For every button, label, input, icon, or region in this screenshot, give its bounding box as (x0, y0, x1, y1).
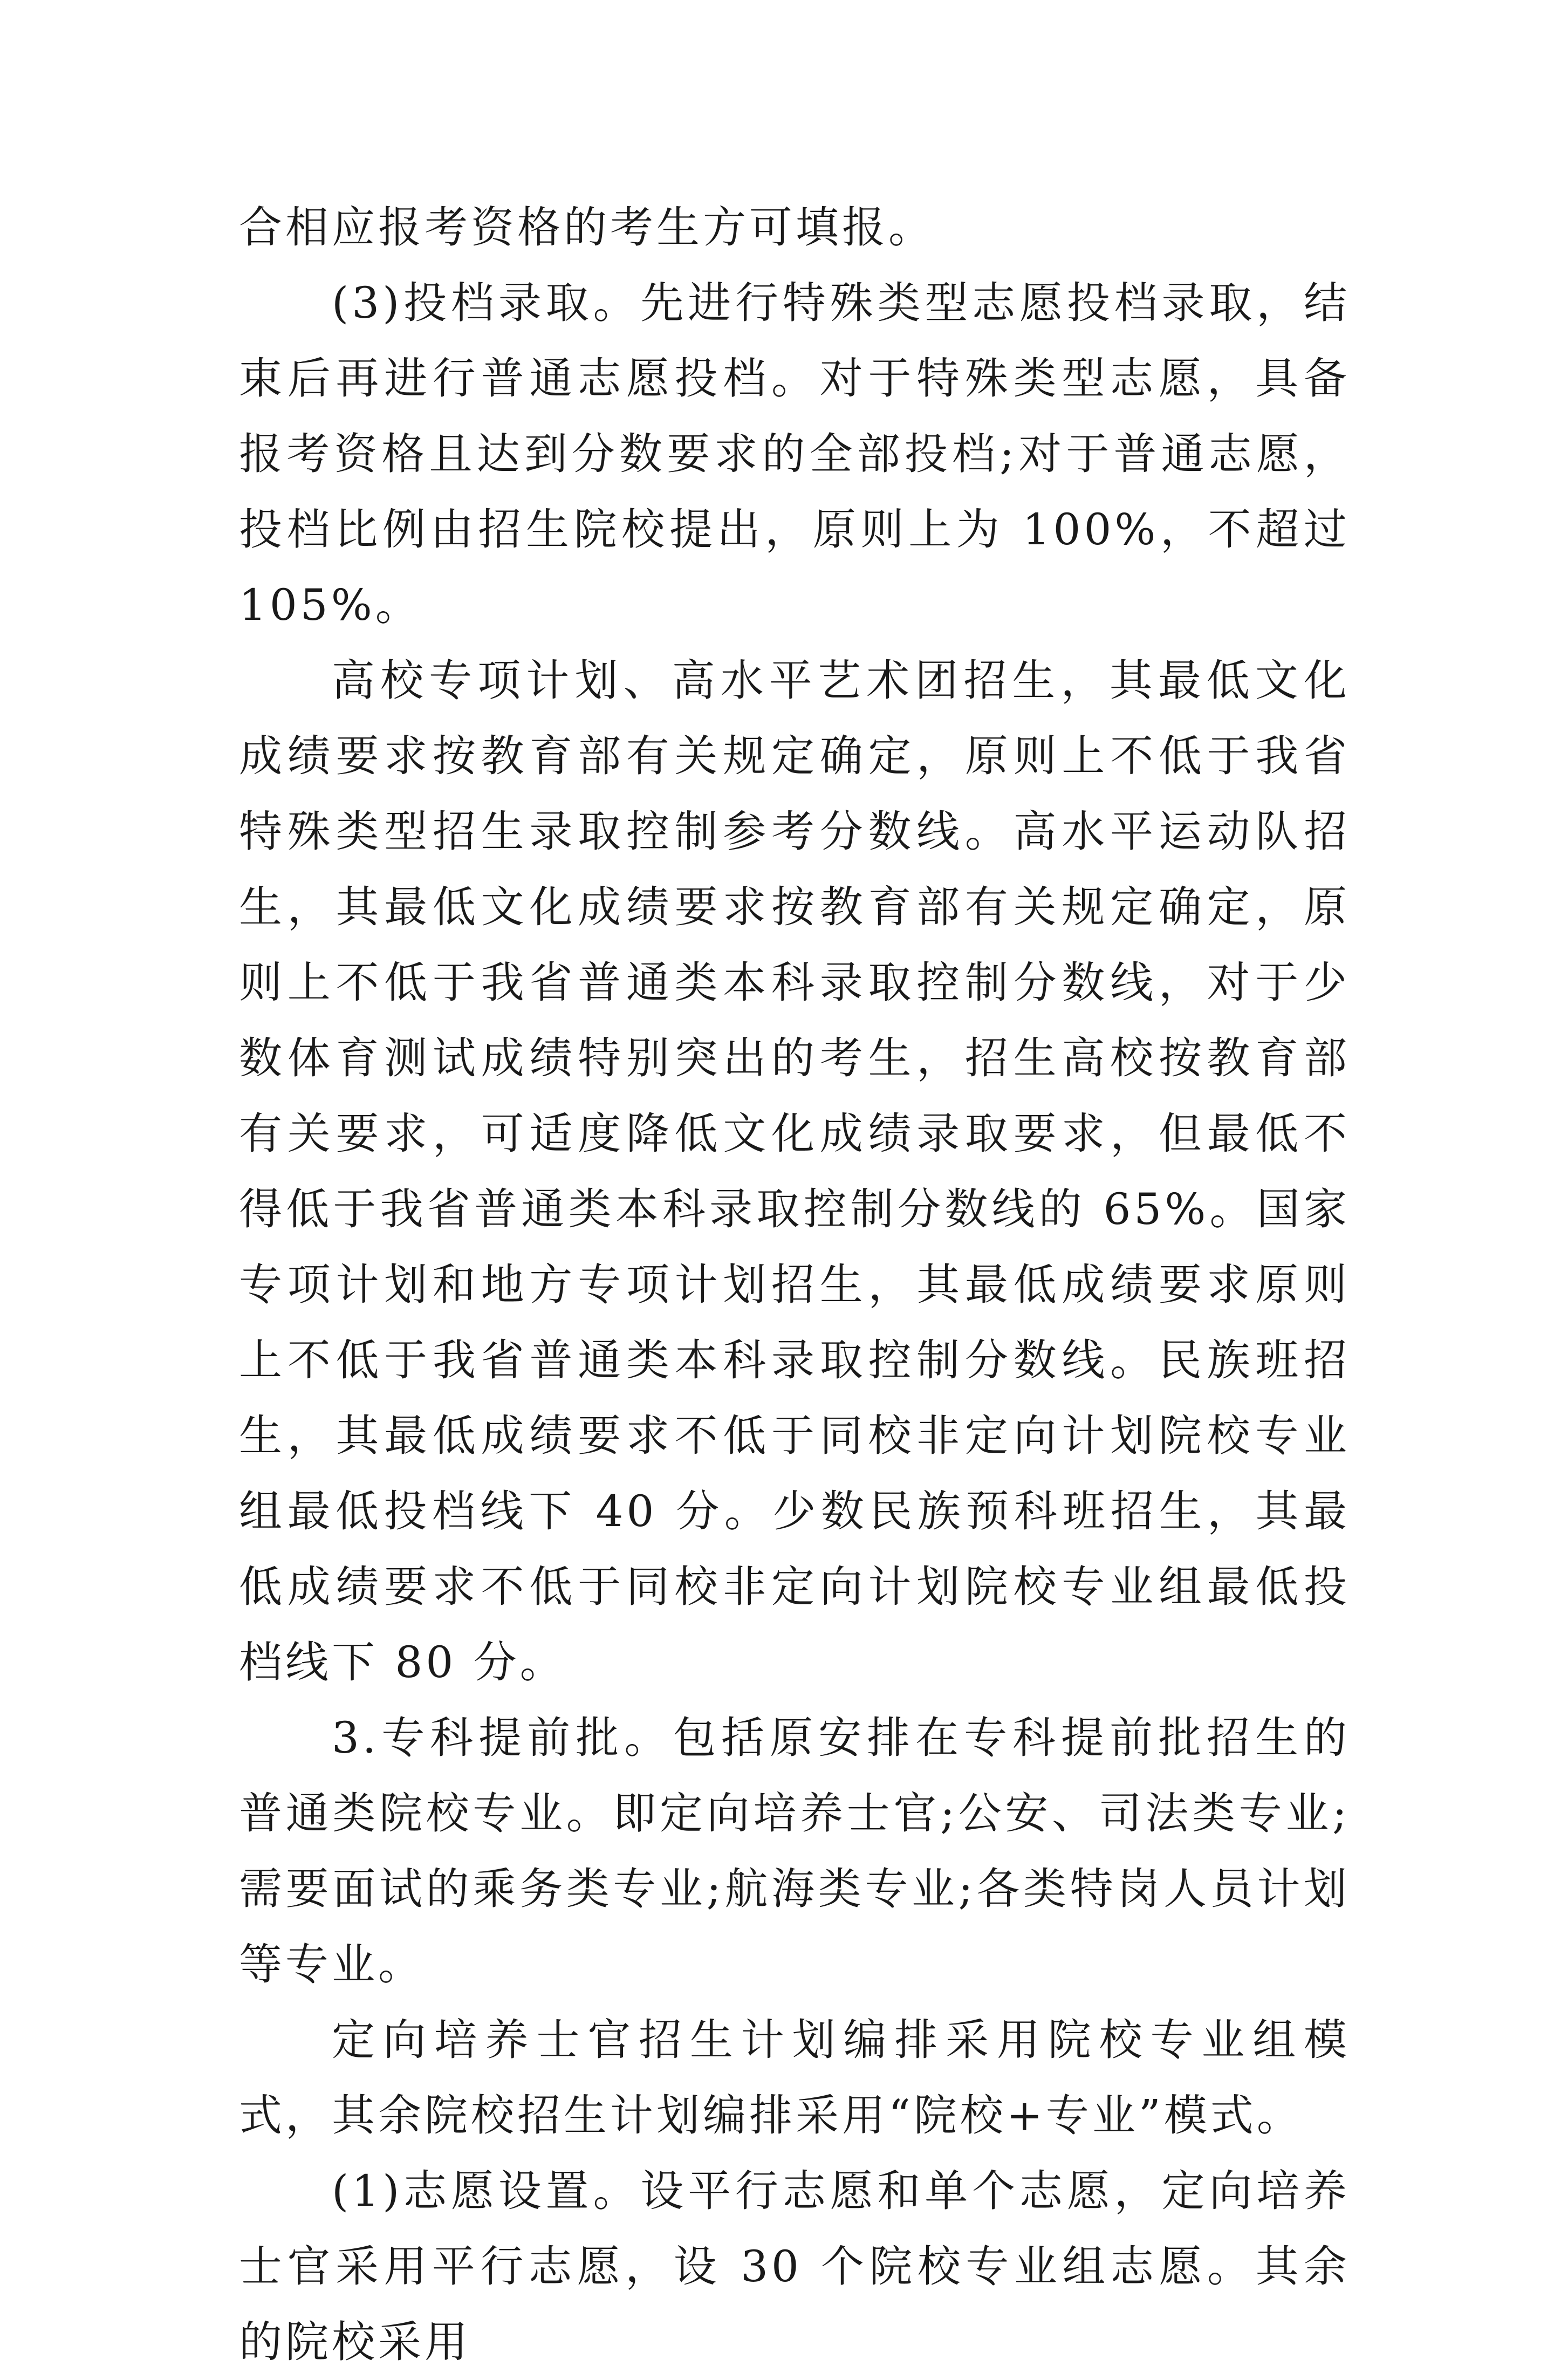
paragraph-enrollment-plan-mode: 定向培养士官招生计划编排采用院校专业组模式，其余院校招生计划编排采用“院校+专业”模式。 (239, 2015, 1350, 2140)
paragraph-volunteer-settings: (1)志愿设置。设平行志愿和单个志愿，定向培养士官采用平行志愿，设 30 个院校专业组志愿。其余的院校采用 (239, 2166, 1350, 2367)
paragraph-vocational-early-batch: 3.专科提前批。包括原安排在专科提前批招生的普通类院校专业。即定向培养士官;公安、司法类专业;需要面试的乘务类专业;航海类专业;各类特岗人员计划等专业。 (239, 1713, 1350, 1989)
paragraph-special-programs: 高校专项计划、高水平艺术团招生，其最低文化成绩要求按教育部有关规定确定，原则上不低于我省特殊类型招生录取控制参考分数线。高水平运动队招生，其最低文化成绩要求按教育部有关规定确定，原则上不低于我省普通类本科录取控制分数线，对于少数体育测试成绩特别突出的考生，招生高校按教育部有关要求，可适度降低文化成绩录取要求，但最低不得低于我省普通类本科录取控制分数线的 65%。国家专项计划和地方专项计划招生，其最低成绩要求原则上不低于我省普通类本科录取控制分数线。民族班招生，其最低成绩要求不低于同校非定向计划院校专业组最低投档线下 40 分。少数民族预科班招生，其最低成绩要求不低于同校非定向计划院校专业组最低投档线下 80 分。 (239, 655, 1350, 1687)
document-body (239, 190, 1350, 2380)
paragraph-continuation: 合相应报考资格的考生方可填报。 (239, 202, 935, 252)
paragraph-admission-filing: (3)投档录取。先进行特殊类型志愿投档录取，结束后再进行普通志愿投档。对于特殊类型志愿，具备报考资格且达到分数要求的全部投档;对于普通志愿，投档比例由招生院校提出，原则上为 100%，不超过 105%。 (239, 278, 1350, 630)
